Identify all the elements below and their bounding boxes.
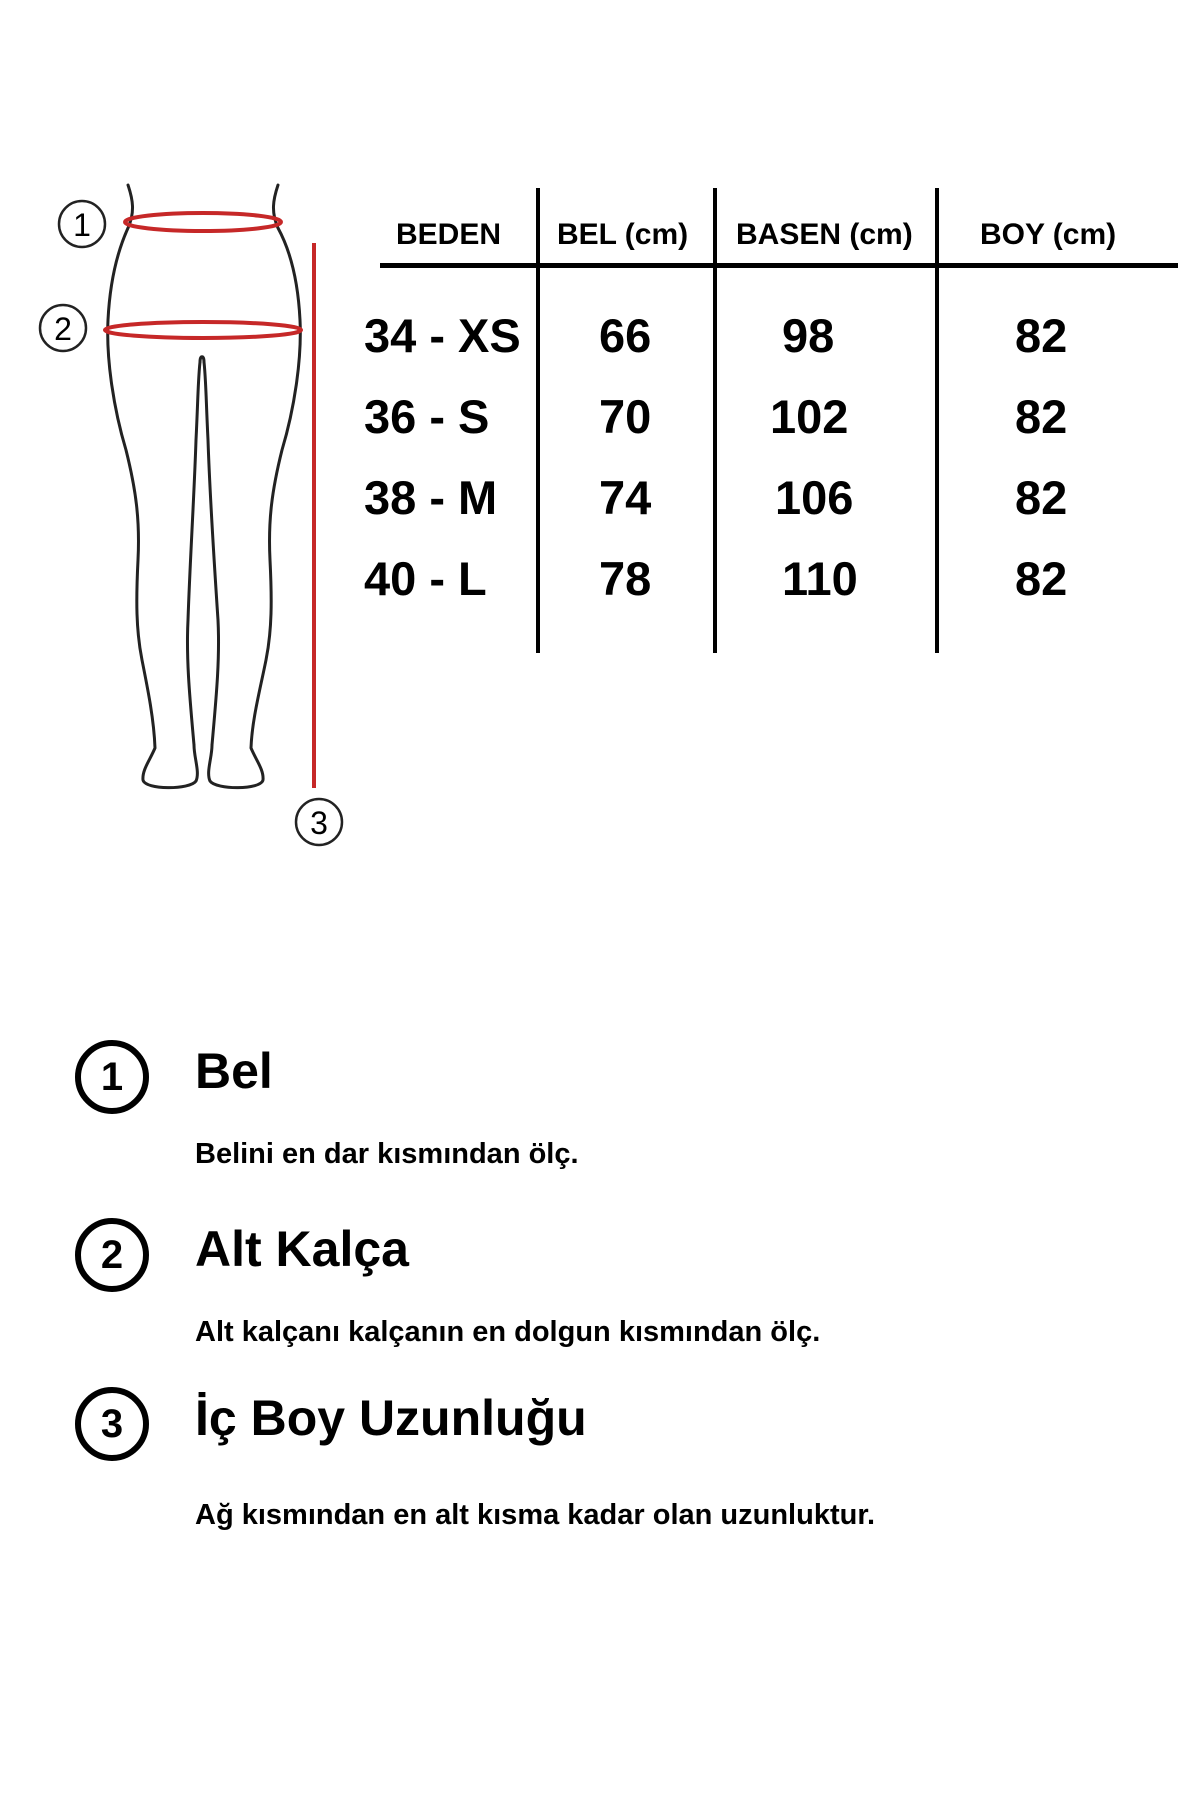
waist-cell: 66 (599, 309, 652, 362)
waist-cell: 78 (599, 552, 652, 605)
marker-2 (40, 305, 86, 351)
size-cell: 34 - XS (364, 309, 521, 362)
leggings-diagram (0, 0, 360, 880)
size-cell: 40 - L (364, 552, 487, 605)
number-badge: 1 (75, 1040, 149, 1114)
hip-cell: 106 (775, 471, 854, 524)
instruction-description: Alt kalçanı kalçanın en dolgun kısmından ölç. (195, 1316, 821, 1348)
marker-3 (296, 799, 342, 845)
instruction-description: Ağ kısmından en alt kısma kadar olan uzunluktur. (195, 1499, 876, 1531)
instruction-description: Belini en dar kısmından ölç. (195, 1138, 579, 1170)
number-badge: 2 (75, 1218, 149, 1292)
length-cell: 82 (1015, 471, 1068, 524)
hip-cell: 102 (770, 390, 849, 443)
length-cell: 82 (1015, 309, 1068, 362)
instruction-title: İç Boy Uzunluğu (195, 1390, 587, 1446)
length-cell: 82 (1015, 552, 1068, 605)
svg-text:3: 3 (310, 805, 328, 841)
header-size: BEDEN (396, 218, 502, 251)
waist-cell: 74 (599, 471, 652, 524)
hip-cell: 110 (782, 552, 858, 605)
instruction-title: Alt Kalça (195, 1221, 409, 1277)
column-divider (536, 188, 540, 653)
header-length: BOY (cm) (980, 218, 1117, 251)
svg-text:1: 1 (73, 207, 91, 243)
marker-1 (59, 201, 105, 247)
instruction-title: Bel (195, 1043, 273, 1099)
size-cell: 36 - S (364, 390, 490, 443)
hip-cell: 98 (782, 309, 835, 362)
instruction-hip (75, 1218, 1125, 1358)
number-badge: 3 (75, 1387, 149, 1461)
waist-measure-line (125, 213, 281, 231)
column-divider (935, 188, 939, 653)
column-divider (713, 188, 717, 653)
instruction-waist (75, 1040, 1125, 1180)
header-waist: BEL (cm) (557, 218, 689, 251)
length-cell: 82 (1015, 390, 1068, 443)
size-chart-table (364, 180, 1180, 660)
leggings-outline-illustration (0, 0, 360, 880)
size-cell: 38 - M (364, 471, 498, 524)
header-hip: BASEN (cm) (736, 218, 913, 251)
instruction-inseam (75, 1387, 1125, 1531)
svg-text:2: 2 (54, 311, 72, 347)
header-divider (380, 263, 1178, 268)
waist-cell: 70 (599, 390, 652, 443)
hip-measure-line (105, 322, 301, 338)
